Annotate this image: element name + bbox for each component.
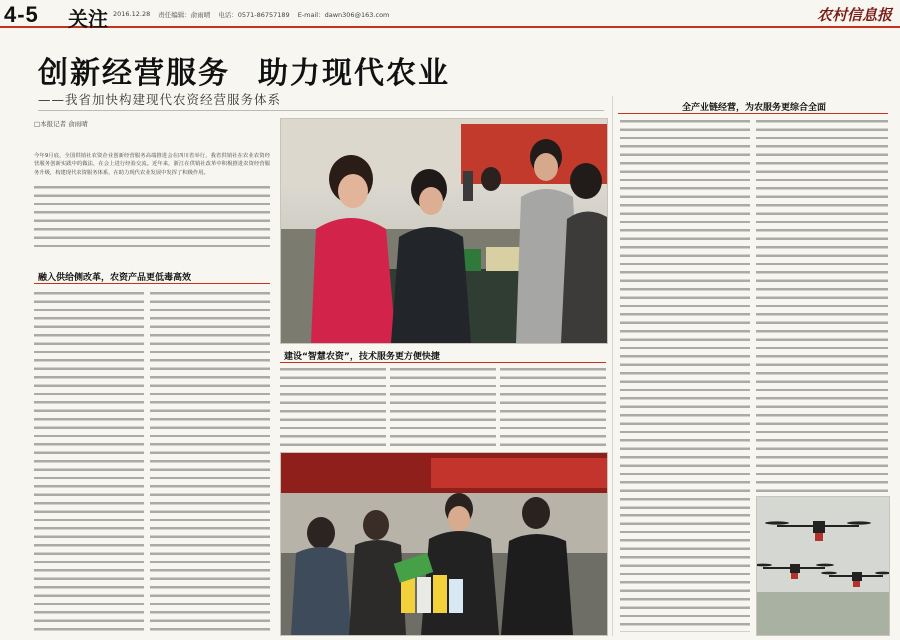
left-column-1-text [34, 292, 144, 632]
right-subheading-rule [618, 113, 888, 114]
left-subheading-rule [34, 283, 270, 284]
center-column-3-text [500, 368, 606, 448]
center-subheading-rule [280, 362, 606, 363]
newspaper-logo: 农村信息报 [816, 6, 892, 24]
intro-text-lines [34, 186, 270, 252]
headline-part-a: 创新经营服务 [38, 56, 230, 91]
left-column-2-text [150, 292, 270, 632]
drone-photo [756, 496, 890, 636]
subheadline [38, 90, 281, 108]
section-title: 关注 [68, 7, 108, 31]
headline-rule [38, 110, 604, 111]
phone: 电话：0571-86757189 [218, 11, 290, 19]
page-number: 4-5 [4, 2, 39, 27]
column-divider [612, 96, 613, 636]
editor: 责任编辑：俞雨晴 [158, 11, 211, 19]
subheadline-text: ——我省加快构建现代农资经营服务体系 [38, 92, 282, 107]
headline [38, 48, 450, 92]
right-column-2-text [756, 120, 888, 510]
market-photo-image [281, 119, 607, 343]
byline: □本报记者 俞雨晴 [34, 120, 88, 128]
drone-photo-image [757, 497, 889, 635]
email: E-mail：dawn306@163.com [297, 11, 390, 19]
right-subheading: 全产业链经营，为农服务更综合全面 [682, 103, 827, 113]
right-column-1-text-bottom [620, 514, 750, 632]
training-photo [280, 452, 608, 636]
training-photo-image [281, 453, 607, 635]
center-subheading: 建设“智慧农资”，技术服务更方便快捷 [284, 352, 440, 362]
intro-paragraph: 今年9月底，全国供销社农资企业创新经营服务高端推进会在四川省举行，我省供销社在农业农资经营服务创新实践中的做法，在会上进行经验交流。近年来，浙江在供销社改革中积极推进农资经营服务升级，构建现代农资服务体系，在助力现代农业发展中发挥了积极作用。 [34, 153, 270, 176]
center-column-2-text [390, 368, 496, 448]
header-meta [113, 10, 389, 19]
right-column-1-text [620, 120, 750, 510]
headline-part-b: 助力现代农业 [258, 56, 450, 91]
issue-date: 2016.12.28 [113, 10, 151, 18]
left-subheading: 融入供给侧改革，农资产品更低毒高效 [38, 273, 192, 283]
market-photo [280, 118, 608, 344]
